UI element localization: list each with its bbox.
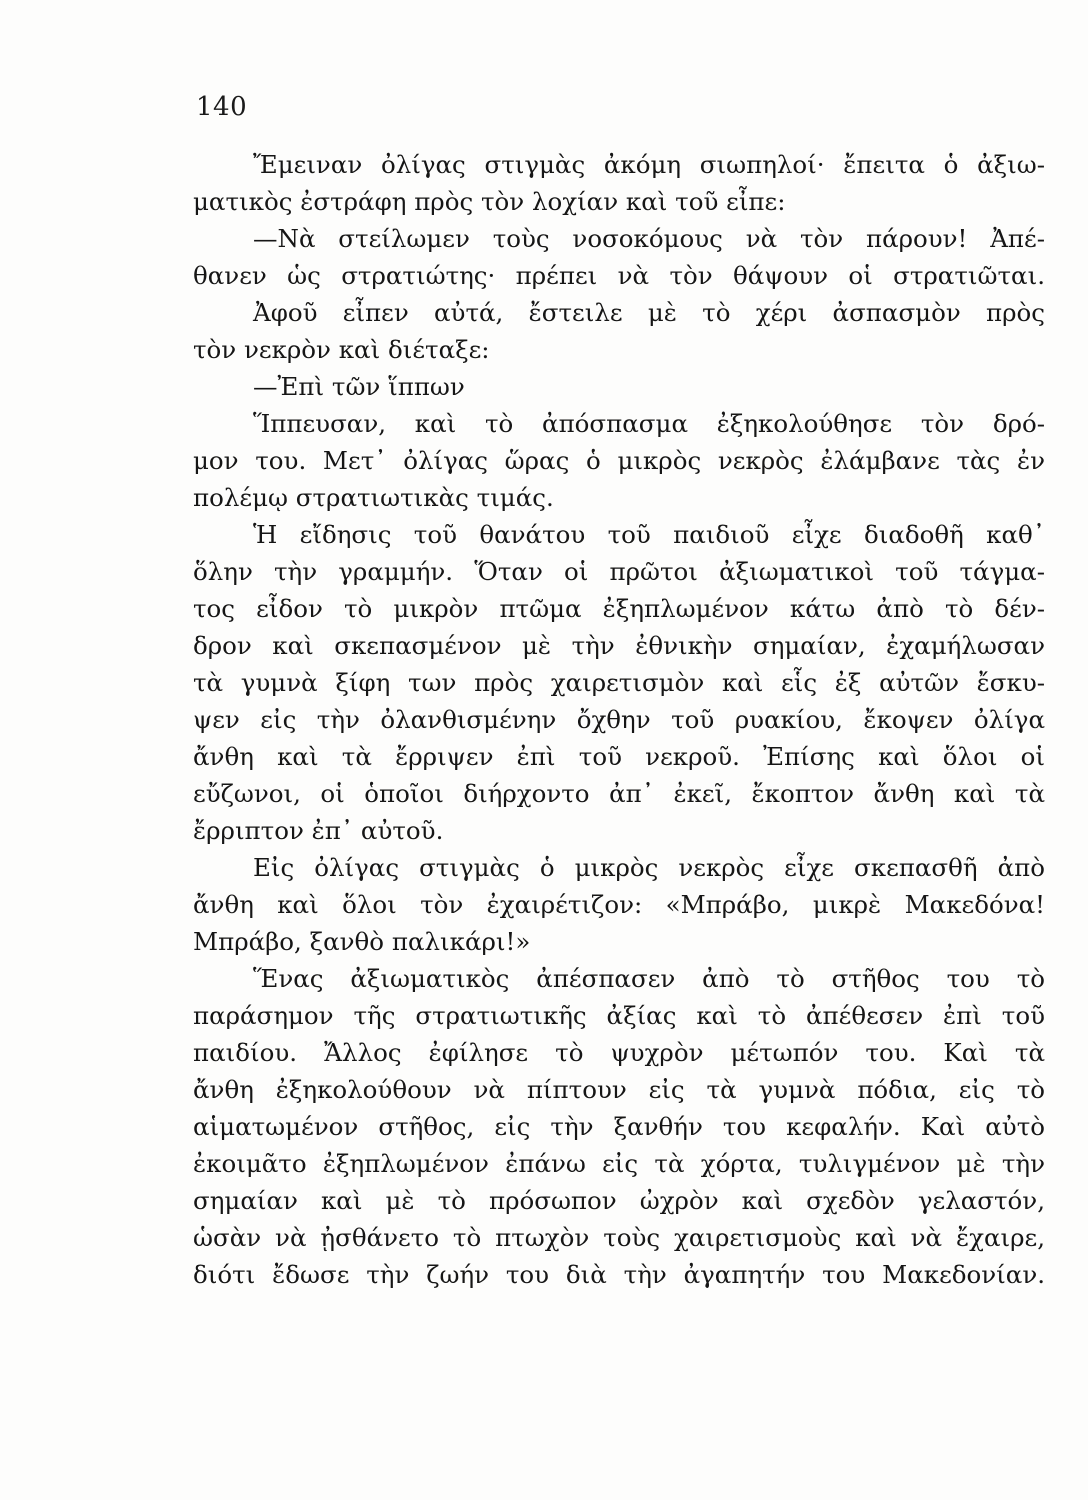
text-line: παιδίου. Ἄλλος ἐφίλησε τὸ ψυχρὸν μέτωπόν του. Καὶ τὰ [193, 1038, 1045, 1067]
text-line: ματικὸς ἐστράφη πρὸς τὸν λοχίαν καὶ τοῦ εἶπε: [193, 187, 786, 216]
text-line: —Νὰ στείλωμεν τοὺς νοσοκόμους νὰ τὸν πάρουν! Ἀπέ- [253, 224, 1045, 253]
text-line: θανεν ὡς στρατιώτης· πρέπει νὰ τὸν θάψουν οἱ στρατιῶται. [193, 261, 1045, 290]
body-text [193, 146, 1045, 1293]
text-line: Ἡ εἴδησις τοῦ θανάτου τοῦ παιδιοῦ εἶχε διαδοθῆ καθ᾽ [253, 520, 1045, 549]
text-line: Μπράβο, ξανθὸ παλικάρι!» [193, 927, 531, 956]
text-line: τὸν νεκρὸν καὶ διέταξε: [193, 335, 490, 364]
text-line: Ἕνας ἀξιωματικὸς ἀπέσπασεν ἀπὸ τὸ στῆθος του τὸ [253, 964, 1045, 993]
text-line: Ἀφοῦ εἶπεν αὐτά, ἔστειλε μὲ τὸ χέρι ἀσπασμὸν πρὸς [253, 298, 1045, 327]
text-line: ὅλην τὴν γραμμήν. Ὅταν οἱ πρῶτοι ἀξιωματικοὶ τοῦ τάγμα- [193, 557, 1045, 586]
text-line: ἄνθη ἐξηκολούθουν νὰ πίπτουν εἰς τὰ γυμνὰ πόδια, εἰς τὸ [193, 1075, 1045, 1104]
text-line: τὰ γυμνὰ ξίφη των πρὸς χαιρετισμὸν καὶ εἷς ἐξ αὐτῶν ἔσκυ- [193, 668, 1045, 697]
text-line: ἐκοιμᾶτο ἐξηπλωμένον ἐπάνω εἰς τὰ χόρτα, τυλιγμένον μὲ τὴν [193, 1149, 1045, 1178]
text-line: ἄνθη καὶ ὅλοι τὸν ἐχαιρέτιζον: «Μπράβο, μικρὲ Μακεδόνα! [193, 890, 1045, 919]
text-line: Ἵππευσαν, καὶ τὸ ἀπόσπασμα ἐξηκολούθησε τὸν δρό- [253, 409, 1045, 438]
text-line: Ἔμειναν ὀλίγας στιγμὰς ἀκόμη σιωπηλοί· ἔπειτα ὁ ἀξιω- [253, 150, 1045, 179]
text-line: σημαίαν καὶ μὲ τὸ πρόσωπον ὠχρὸν καὶ σχεδὸν γελαστόν, [193, 1186, 1045, 1215]
text-line: εὔζωνοι, οἱ ὁποῖοι διήρχοντο ἀπ᾽ ἐκεῖ, ἔκοπτον ἄνθη καὶ τὰ [193, 779, 1045, 808]
text-line: τος εἶδον τὸ μικρὸν πτῶμα ἐξηπλωμένον κάτω ἀπὸ τὸ δέν- [193, 594, 1045, 623]
page-number: 140 [196, 92, 248, 122]
text-line: πολέμῳ στρατιωτικὰς τιμάς. [193, 483, 554, 512]
text-line: ἔρριπτον ἐπ᾽ αὐτοῦ. [193, 816, 444, 845]
text-line: —Ἐπὶ τῶν ἵππων [253, 372, 465, 401]
text-line: ψεν εἰς τὴν ὀλανθισμένην ὄχθην τοῦ ρυακίου, ἔκοψεν ὀλίγα [193, 705, 1045, 734]
text-line: Εἰς ὀλίγας στιγμὰς ὁ μικρὸς νεκρὸς εἶχε σκεπασθῆ ἀπὸ [253, 853, 1045, 882]
text-line: ἄνθη καὶ τὰ ἔρριψεν ἐπὶ τοῦ νεκροῦ. Ἐπίσης καὶ ὅλοι οἱ [193, 742, 1045, 771]
text-line: μον του. Μετ᾽ ὀλίγας ὥρας ὁ μικρὸς νεκρὸς ἐλάμβανε τὰς ἐν [193, 446, 1045, 475]
text-line: ὡσὰν νὰ ᾐσθάνετο τὸ πτωχὸν τοὺς χαιρετισμοὺς καὶ νὰ ἔχαιρε, [193, 1223, 1045, 1252]
text-line: αἱματωμένον στῆθος, εἰς τὴν ξανθήν του κεφαλήν. Καὶ αὐτὸ [193, 1112, 1045, 1141]
text-line: παράσημον τῆς στρατιωτικῆς ἀξίας καὶ τὸ ἀπέθεσεν ἐπὶ τοῦ [193, 1001, 1045, 1030]
text-line: διότι ἔδωσε τὴν ζωήν του διὰ τὴν ἀγαπητήν του Μακεδονίαν. [193, 1260, 1045, 1289]
text-line: δρον καὶ σκεπασμένον μὲ τὴν ἐθνικὴν σημαίαν, ἐχαμήλωσαν [193, 631, 1045, 660]
